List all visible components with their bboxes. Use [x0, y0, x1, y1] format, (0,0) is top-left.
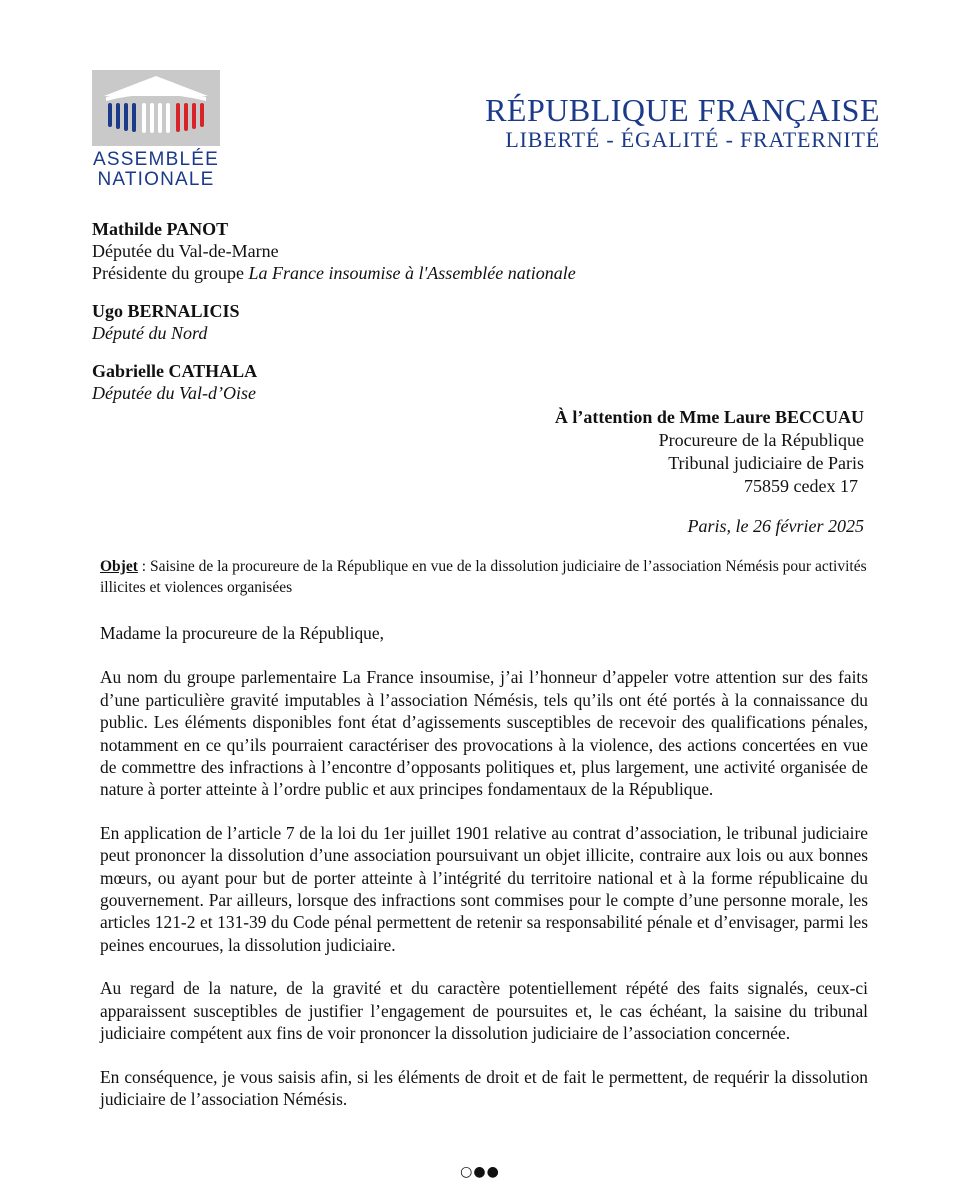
addressee-block: [555, 406, 864, 498]
body-paragraph: En application de l’article 7 de la loi du 1er juillet 1901 relative au contrat d’association, le tribunal judiciaire peut prononcer la dissolution d’une association poursuivant un objet illicite, contraire aux lois ou aux bonnes mœurs, ou ayant pour but de porter atteinte à l’intégrité du territoire national et à la forme républicaine du gouvernement. Par ailleurs, lorsque des infractions sont commises pour le compte d’une personne morale, les articles 121-2 et 131-39 du Code pénal permettent de retenir sa responsabilité pénale et d’envisager, parmi les peines encourues, la dissolution judiciaire.: [100, 822, 868, 955]
signer-title: Députée du Val-de-Marne: [92, 241, 279, 261]
logo-wordmark: [92, 150, 220, 190]
signer-role-group: La France insoumise à l'Assemblée nationale: [248, 263, 576, 283]
salutation: Madame la procureure de la République,: [100, 623, 384, 643]
signers-block: [92, 218, 576, 420]
signer-bernalicis: [92, 300, 576, 344]
republic-motto: LIBERTÉ - ÉGALITÉ - FRATERNITÉ: [505, 127, 880, 152]
signer-cathala: [92, 360, 576, 404]
body-paragraph: Au nom du groupe parlementaire La France insoumise, j’ai l’honneur d’appeler votre attention sur des faits d’une particulière gravité imputables à l’association Némésis, tels qu’ils ont été portés à la connaissance du public. Les éléments disponibles font état d’agissements susceptibles de recevoir des qualifications pénales, notamment en ce qu’ils pourraient caractériser des provocations à la violence, des actions concertées en vue de commettre des infractions à l’encontre d’opposants politiques et, plus largement, une activité organisée de nature à porter atteinte à l’ordre public et aux principes fondamentaux de la République.: [100, 667, 868, 800]
letter-date: Paris, le 26 février 2025: [687, 516, 864, 536]
signer-title: Députée du Val-d’Oise: [92, 383, 256, 403]
assemblee-nationale-logo: [92, 70, 220, 190]
republic-title: RÉPUBLIQUE FRANÇAISE: [485, 92, 880, 128]
subject-text: : Saisine de la procureure de la République en vue de la dissolution judiciaire de l’association Némésis pour activités illicites et violences organisées: [100, 558, 867, 596]
letter-body: [100, 622, 868, 1131]
republic-header: [485, 92, 880, 152]
page-indicator[interactable]: ○●●: [460, 1164, 500, 1180]
signer-name: Ugo BERNALICIS: [92, 301, 240, 321]
addressee-attention: À l’attention de Mme Laure BECCUAU: [554, 407, 864, 427]
logo-line-2: NATIONALE: [97, 169, 215, 190]
signer-name: Mathilde PANOT: [92, 219, 229, 239]
addressee-role: Procureure de la République: [658, 430, 864, 450]
body-paragraph: En conséquence, je vous saisis afin, si les éléments de droit et de fait le permettent, de requérir la dissolution judiciaire de l’association Némésis.: [100, 1066, 868, 1109]
signer-role-prefix: Présidente du groupe: [92, 263, 249, 283]
signer-panot: [92, 218, 576, 284]
hemicycle-icon: [92, 70, 220, 146]
signer-title: Député du Nord: [92, 323, 208, 343]
addressee-court: Tribunal judiciaire de Paris: [668, 453, 864, 473]
subject-label: Objet: [100, 558, 138, 575]
body-paragraph: Au regard de la nature, de la gravité et du caractère potentiellement répété des faits signalés, ceux-ci apparaissent susceptibles de justifier l’engagement de poursuites et, le cas échéant, la saisine du tribunal judiciaire compétent aux fins de voir prononcer la dissolution judiciaire de l’association concernée.: [100, 978, 868, 1044]
signer-role: [92, 262, 576, 284]
addressee-postal: 75859 cedex 17: [744, 476, 858, 496]
subject-line: [100, 556, 868, 598]
signer-name: Gabrielle CATHALA: [92, 361, 258, 381]
logo-line-1: ASSEMBLÉE: [93, 149, 219, 170]
